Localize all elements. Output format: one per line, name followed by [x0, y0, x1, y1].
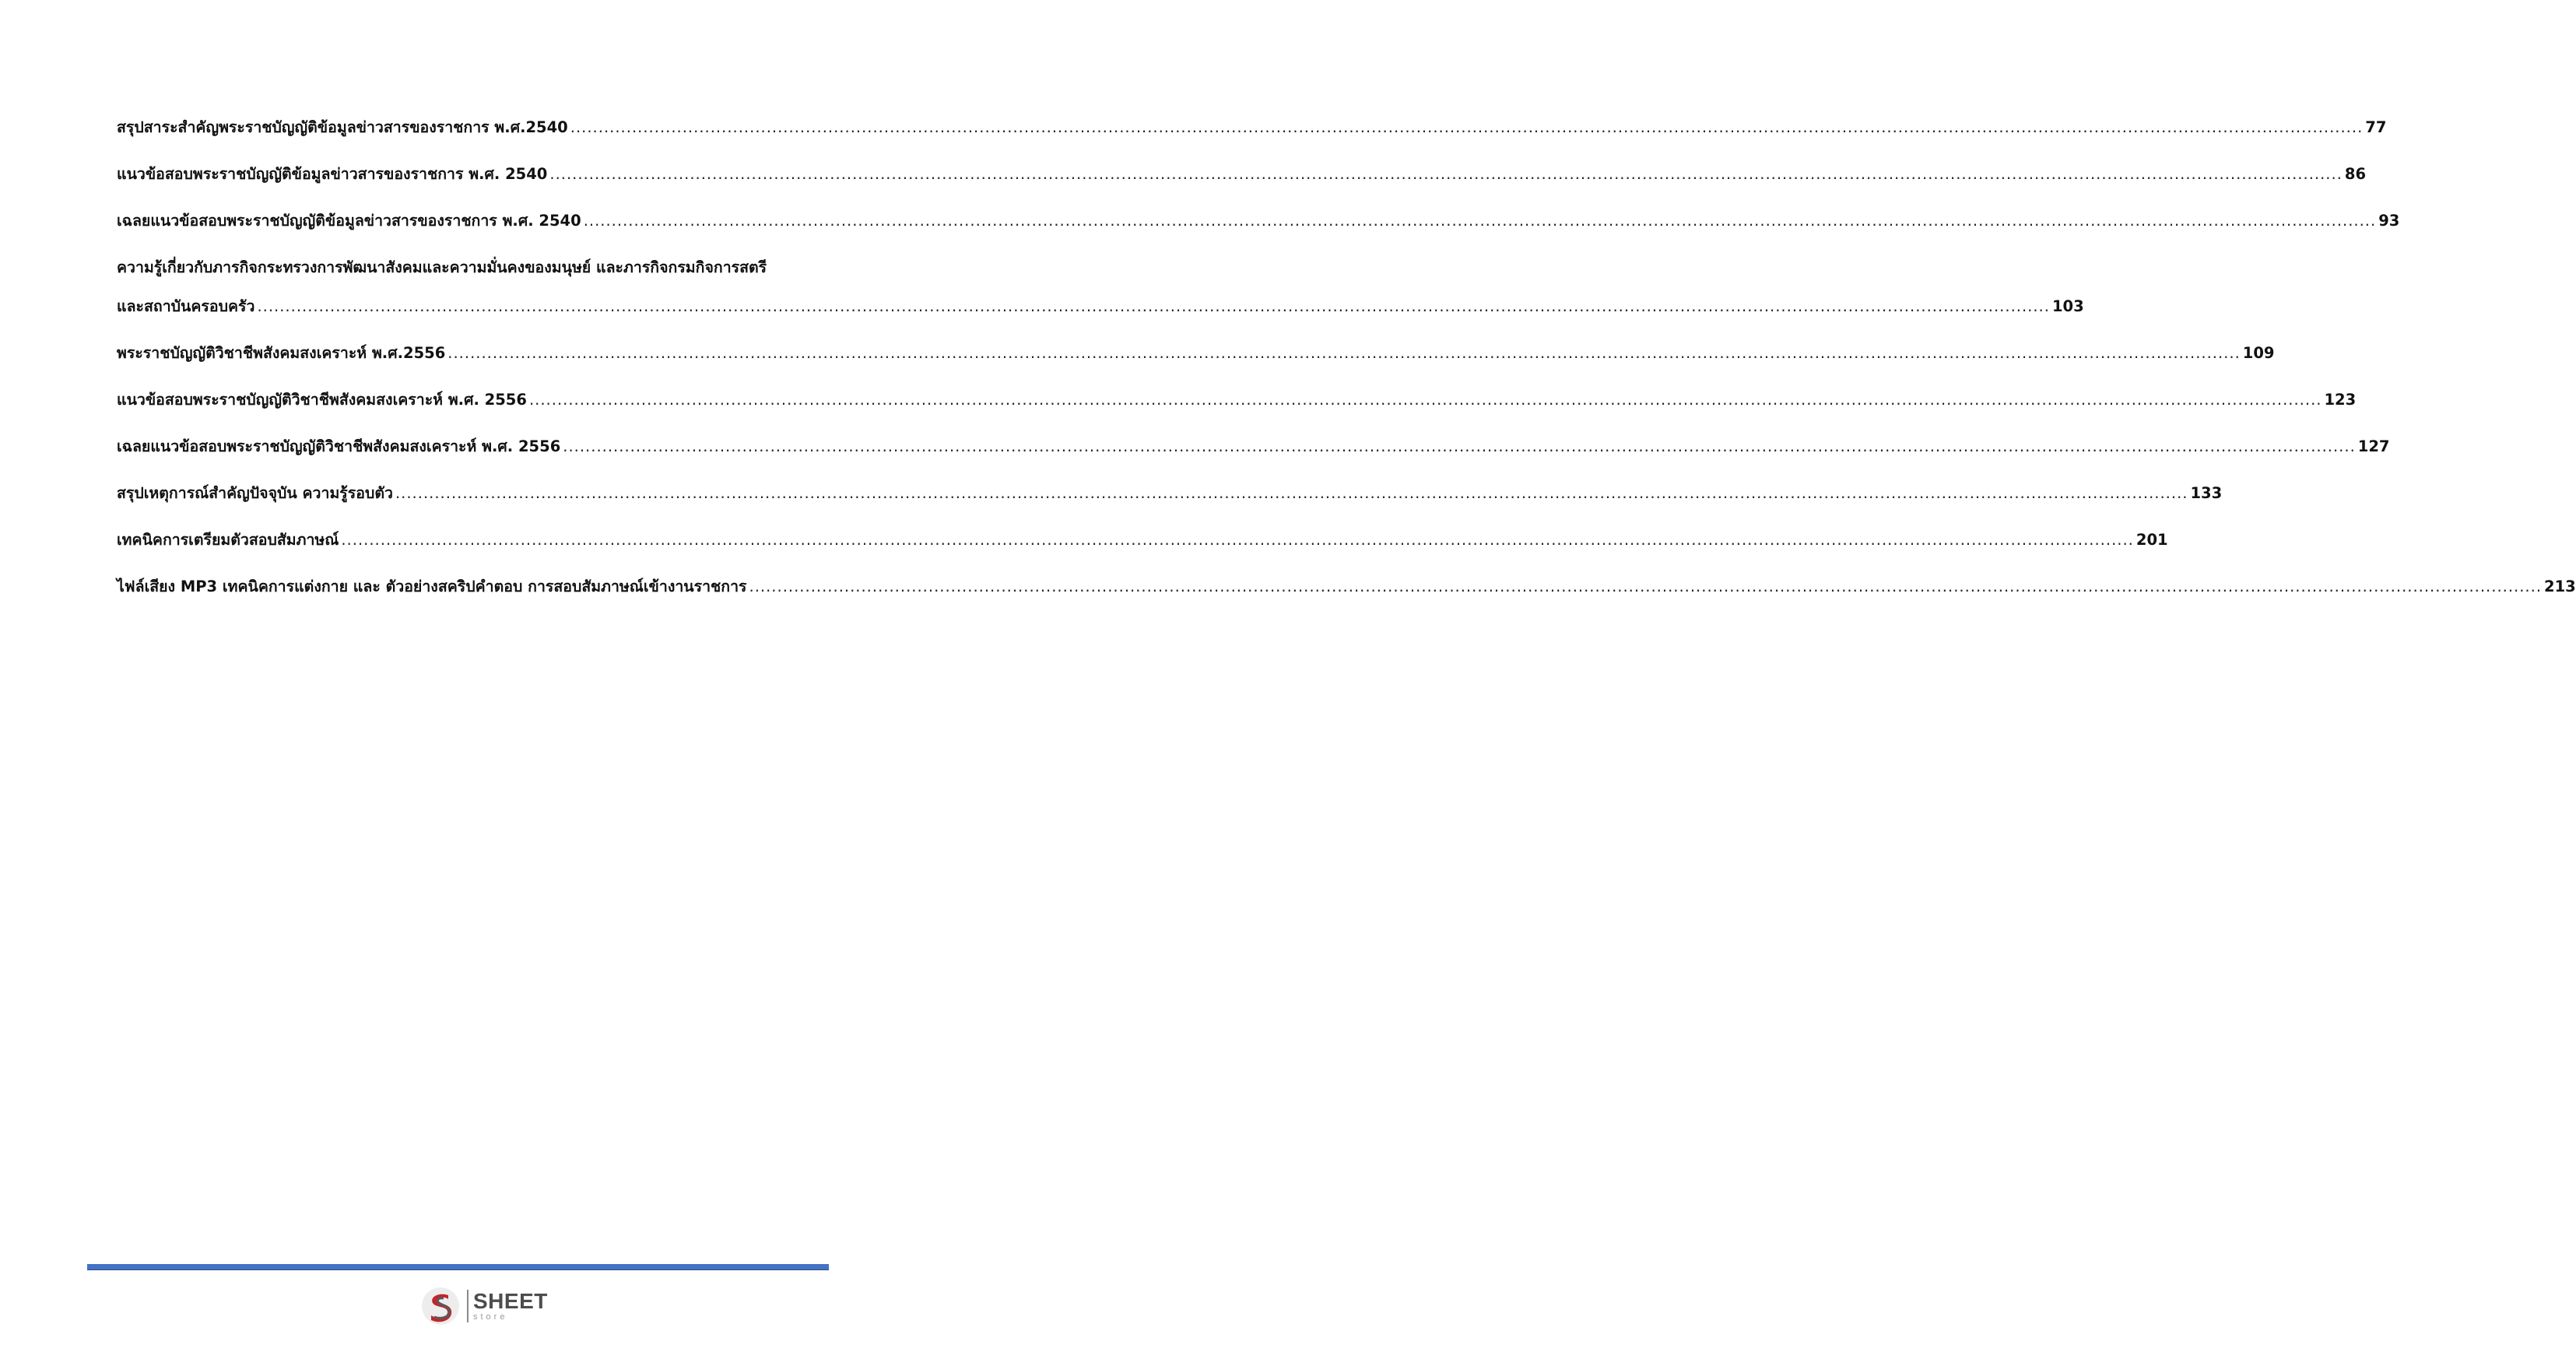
toc-entry[interactable]	[117, 257, 2084, 318]
logo-subtitle: store	[473, 1312, 508, 1322]
toc-entry-page: 77	[2365, 118, 2387, 136]
dot-leader	[563, 436, 2356, 458]
toc-entry-title-line1: ความรู้เกี่ยวกับภารกิจกระทรวงการพัฒนาสังคมและความมั่นคงของมนุษย์ และภารกิจกรมกิจการสตรี	[117, 258, 767, 276]
logo-divider	[467, 1290, 469, 1322]
dot-leader	[341, 529, 2134, 551]
toc-entry-page: 127	[2357, 437, 2390, 455]
toc-entry-page: 213	[2544, 578, 2576, 595]
table-of-contents	[117, 117, 2576, 623]
sheet-store-s-logo-icon	[420, 1286, 461, 1326]
toc-entry-page: 133	[2190, 484, 2223, 502]
dot-leader	[447, 342, 2241, 364]
dot-leader	[584, 210, 2377, 232]
toc-entry[interactable]	[117, 163, 2367, 185]
dot-leader	[570, 117, 2364, 139]
toc-entry-title: เฉลยแนวข้อสอบพระราชบัญญัติวิชาชีพสังคมสงเคราะห์ พ.ศ. 2556	[117, 437, 561, 455]
dot-leader	[395, 483, 2188, 504]
toc-entry-page: 201	[2136, 531, 2168, 549]
toc-entry-title: สรุปสาระสำคัญพระราชบัญญัติข้อมูลข่าวสารของราชการ พ.ศ.2540	[117, 118, 568, 136]
toc-entry-page: 93	[2378, 212, 2400, 230]
toc-entry[interactable]	[117, 389, 2357, 411]
toc-entry[interactable]	[117, 576, 2576, 598]
toc-entry-page: 86	[2344, 165, 2367, 183]
toc-entry-title: แนวข้อสอบพระราชบัญญัติข้อมูลข่าวสารของราชการ พ.ศ. 2540	[117, 165, 548, 183]
toc-entry[interactable]	[117, 117, 2387, 139]
dot-leader	[749, 576, 2543, 598]
toc-entry[interactable]	[117, 483, 2223, 504]
toc-entry-title: เฉลยแนวข้อสอบพระราชบัญญัติข้อมูลข่าวสารของราชการ พ.ศ. 2540	[117, 212, 581, 230]
toc-entry[interactable]	[117, 436, 2390, 458]
toc-entry-page: 123	[2324, 391, 2357, 409]
toc-entry-title: และสถาบันครอบครัว	[117, 297, 255, 315]
logo-wordmark: SHEET	[473, 1289, 548, 1313]
toc-entry-title: ไฟล์เสียง MP3 เทคนิคการแต่งกาย และ ตัวอย่างสคริปคำตอบ การสอบสัมภาษณ์เข้างานราชการ	[117, 578, 747, 595]
toc-entry-page: 109	[2242, 344, 2275, 362]
toc-entry-title: สรุปเหตุการณ์สำคัญปัจจุบัน ความรู้รอบตัว	[117, 484, 393, 502]
toc-entry-title: แนวข้อสอบพระราชบัญญัติวิชาชีพสังคมสงเคราะห์ พ.ศ. 2556	[117, 391, 527, 409]
sheet-store-logo	[420, 1286, 548, 1326]
toc-entry[interactable]	[117, 210, 2400, 232]
toc-entry-title: พระราชบัญญัติวิชาชีพสังคมสงเคราะห์ พ.ศ.2556	[117, 344, 446, 362]
dot-leader	[549, 163, 2343, 185]
toc-entry[interactable]	[117, 529, 2168, 551]
dot-leader	[257, 296, 2050, 318]
toc-entry[interactable]	[117, 342, 2275, 364]
toc-entry-page: 103	[2051, 297, 2084, 315]
footer-rule	[87, 1264, 829, 1270]
dot-leader	[529, 389, 2322, 411]
toc-entry-title: เทคนิคการเตรียมตัวสอบสัมภาษณ์	[117, 531, 339, 549]
